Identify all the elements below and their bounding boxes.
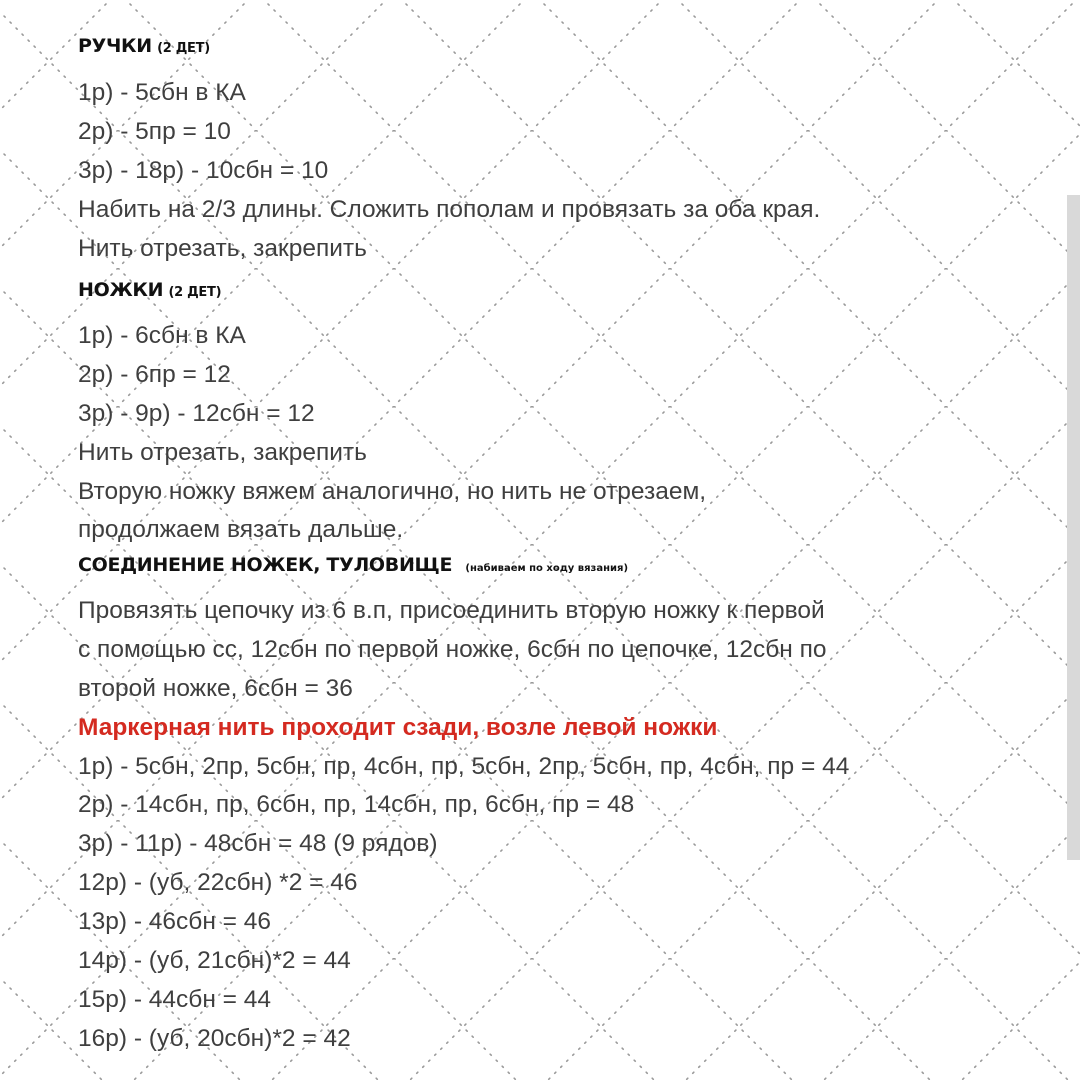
pattern-line: 3р) - 11р) - 48сбн = 48 (9 рядов) [78, 830, 438, 858]
pattern-line: Набить на 2/3 длины. Сложить пополам и провязать за оба края. [78, 195, 821, 223]
pattern-line: Нить отрезать, закрепить [78, 234, 367, 262]
pattern-line: 13р) - 46сбн = 46 [78, 908, 272, 936]
pattern-line: 14р) - (уб, 21сбн)*2 = 44 [78, 947, 351, 975]
pattern-line: продолжаем вязать дальше. [78, 516, 404, 544]
pattern-line: 2р) - 5пр = 10 [78, 117, 231, 145]
section-body-legs [78, 317, 706, 550]
pattern-line: 1р) - 6сбн в КА [78, 322, 246, 349]
pattern-line: 2р) - 14сбн, пр, 6сбн, пр, 14сбн, пр, 6сбн, пр = 48 [78, 791, 635, 819]
heading-title: РУЧКИ [78, 35, 152, 57]
scrollbar[interactable] [1067, 195, 1080, 860]
heading-count: (2 ДЕТ) [168, 285, 222, 300]
heading-title: СОЕДИНЕНИЕ НОЖЕК, ТУЛОВИЩЕ [78, 554, 453, 576]
section-heading-handles [78, 34, 210, 61]
pattern-line: 12р) - (уб, 22сбн) *2 = 46 [78, 869, 358, 897]
pattern-line: 3р) - 18р) - 10сбн = 10 [78, 156, 329, 184]
section-heading-body [78, 553, 628, 581]
section-body-torso [78, 592, 849, 1059]
heading-title: НОЖКИ [78, 279, 164, 301]
pattern-line: 1р) - 5сбн, 2пр, 5сбн, пр, 4сбн, пр, 5сбн, 2пр, 5сбн, пр, 4сбн, пр = 44 [78, 752, 850, 780]
pattern-line: 15р) - 44сбн = 44 [78, 985, 272, 1013]
heading-count: (2 ДЕТ) [157, 41, 210, 56]
pattern-line: 2р) - 6пр = 12 [78, 360, 231, 388]
marker-thread-note: Маркерная нить проходит сзади, возле левой ножки [78, 713, 718, 741]
heading-note: (набиваем по ходу вязания) [465, 563, 629, 574]
section-body-handles [78, 74, 820, 268]
pattern-line: 3р) - 9р) - 12сбн = 12 [78, 399, 315, 427]
pattern-line: Вторую ножку вяжем аналогично, но нить не отрезаем, [78, 477, 707, 505]
pattern-line: Нить отрезать, закрепить [78, 438, 367, 466]
pattern-line: с помощью сс, 12сбн по первой ножке, 6сбн по цепочке, 12сбн по [78, 635, 827, 663]
pattern-line: 1р) - 5сбн в КА [78, 79, 246, 106]
section-heading-legs [78, 278, 221, 305]
pattern-line: 16р) - (уб, 20сбн)*2 = 42 [78, 1024, 351, 1052]
pattern-line: Провязять цепочку из 6 в.п, присоединить вторую ножку к первой [78, 597, 825, 624]
pattern-line: второй ножке, 6сбн = 36 [78, 674, 353, 702]
